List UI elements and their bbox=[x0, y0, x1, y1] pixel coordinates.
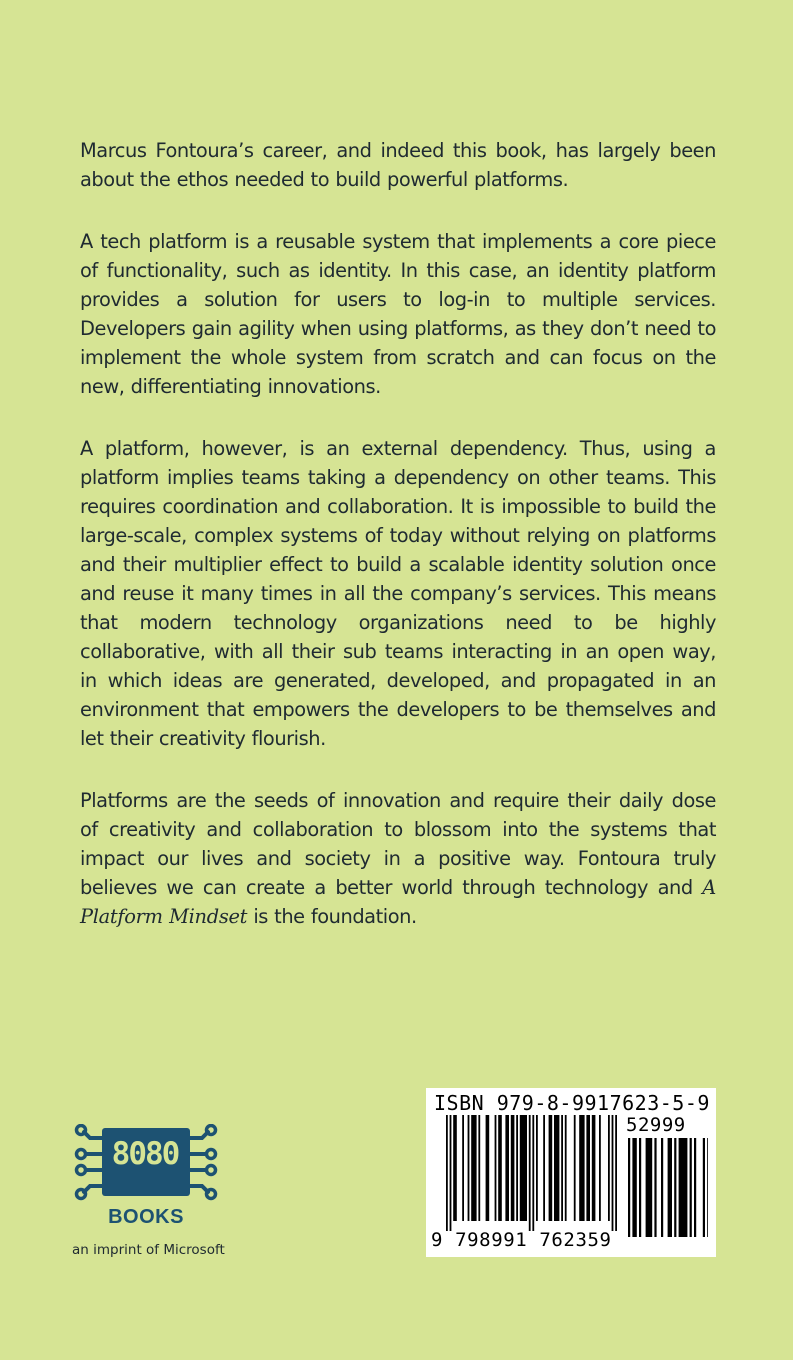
barcode-bar bbox=[632, 1138, 636, 1237]
barcode-bar bbox=[486, 1115, 490, 1221]
barcode-bar bbox=[674, 1138, 676, 1237]
barcode-bar bbox=[703, 1138, 705, 1237]
barcode-bar bbox=[628, 1138, 630, 1237]
logo-wordmark: BOOKS bbox=[108, 1206, 184, 1228]
barcode-bar bbox=[615, 1115, 617, 1231]
barcode-bar bbox=[574, 1115, 576, 1221]
barcode-bar bbox=[495, 1115, 497, 1221]
barcode-bar bbox=[608, 1115, 610, 1221]
barcode-bar bbox=[498, 1115, 502, 1221]
barcode-bar bbox=[468, 1115, 470, 1221]
barcode-bar bbox=[554, 1115, 559, 1221]
barcode-bar bbox=[661, 1138, 663, 1237]
barcode-bar bbox=[536, 1115, 538, 1221]
isbn-label: ISBN 979-8-9917623-5-9 bbox=[434, 1091, 710, 1115]
barcode-bar bbox=[446, 1115, 448, 1231]
publisher-logo bbox=[72, 1124, 232, 1264]
barcode-bar bbox=[516, 1115, 518, 1221]
barcode-bar bbox=[599, 1115, 601, 1221]
barcode-bar bbox=[586, 1115, 590, 1221]
barcode-bar bbox=[639, 1138, 641, 1237]
barcode-bar bbox=[690, 1138, 692, 1237]
paragraph-4-text: Platforms are the seeds of innovation and require their daily dose of creativity and collaboration to blossom into the systems that impact our lives and society in a positive way. Fontoura truly believes we can create a better world through technology and bbox=[80, 789, 716, 899]
paragraph-3: A platform, however, is an external dependency. Thus, using a platform implies teams taking a dependency on other teams. This requires coordination and collaboration. It is impossible to build the large-scale, complex systems of today without relying on platforms and their multiplier effect to build a scalable identity solution once and reuse it many times in all the company’s services. This means that modern technology organizations need to be highly collaborative, with all their sub teams interacting in an open way, in which ideas are generated, developed, and propagated in an environment that empowers the developers to be themselves and let their creativity flourish. bbox=[80, 437, 716, 750]
paragraph-1: Marcus Fontoura’s career, and indeed this book, has largely been about the ethos needed to build powerful platforms. bbox=[80, 139, 716, 191]
book-title: A Platform Mindset bbox=[80, 876, 716, 928]
barcode-bar bbox=[565, 1115, 567, 1221]
barcode-bar bbox=[549, 1115, 553, 1221]
barcode-bar bbox=[612, 1115, 614, 1231]
imprint-line: an imprint of Microsoft bbox=[72, 1242, 225, 1258]
barcode-bar bbox=[520, 1115, 527, 1221]
barcode-bar bbox=[511, 1115, 515, 1221]
barcode-bar bbox=[579, 1115, 584, 1221]
barcode-bar bbox=[532, 1115, 534, 1231]
barcode-bar bbox=[561, 1115, 563, 1221]
price-code: 52999 bbox=[626, 1114, 686, 1136]
barcode-bar bbox=[478, 1115, 480, 1221]
addon-bars bbox=[628, 1138, 708, 1237]
logo-number: 8080 bbox=[111, 1136, 179, 1172]
isbn-barcode bbox=[426, 1088, 716, 1257]
barcode-bar bbox=[450, 1115, 452, 1231]
ean13-bars bbox=[446, 1115, 624, 1237]
barcode-bar bbox=[679, 1138, 688, 1237]
barcode-bar bbox=[543, 1115, 545, 1221]
barcode-bar bbox=[668, 1138, 672, 1237]
barcode-bar bbox=[592, 1115, 596, 1221]
barcode-bar bbox=[471, 1115, 476, 1221]
paragraph-4-end: is the foundation. bbox=[247, 905, 417, 928]
barcode-bar bbox=[529, 1115, 531, 1231]
barcode-bar bbox=[707, 1138, 708, 1237]
barcode-bar bbox=[505, 1115, 509, 1221]
barcode-digits: 9 798991 762359 bbox=[431, 1229, 612, 1251]
barcode-bar bbox=[654, 1138, 656, 1237]
paragraph-4 bbox=[80, 786, 716, 931]
barcode-bar bbox=[694, 1138, 696, 1237]
back-cover-text bbox=[80, 136, 716, 931]
barcode-bar bbox=[453, 1115, 457, 1221]
barcode-bar bbox=[462, 1115, 464, 1221]
barcode-bar bbox=[646, 1138, 653, 1237]
paragraph-2: A tech platform is a reusable system that implements a core piece of functionality, such as identity. In this case, an identity platform provides a solution for users to log-in to multiple services. Developers gain agility when using platforms, as they don’t need to implement the whole system from scratch and can focus on the new, differentiating innovations. bbox=[80, 230, 716, 398]
